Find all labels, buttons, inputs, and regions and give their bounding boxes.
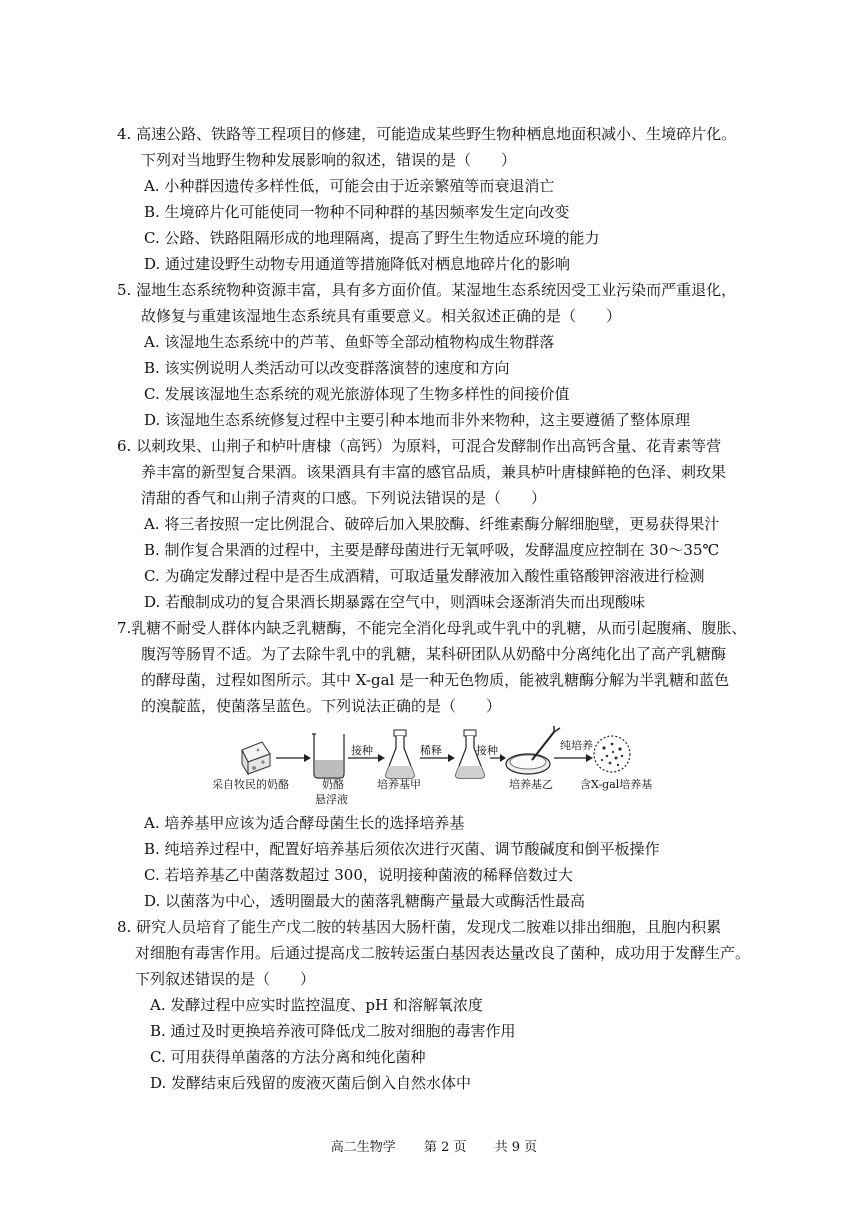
label-inoculate-2: 接种 xyxy=(476,744,498,757)
question-4-option-d: D. 通过建设野生动物专用通道等措施降低对栖息地碎片化的影响 xyxy=(144,255,571,273)
petri-dish-icon xyxy=(506,754,550,774)
footer-total-pages: 共 9 页 xyxy=(494,1140,538,1155)
footer-page-number: 第 2 页 xyxy=(423,1140,467,1155)
question-8-stem-line-1: 8. 研究人员培育了能生产戊二胺的转基因大肠杆菌，发现戊二胺难以排出细胞，且胞内积累 xyxy=(117,918,722,936)
question-4-option-a: A. 小种群因遗传多样性低，可能会由于近亲繁殖等而衰退消亡 xyxy=(144,177,555,195)
question-8-option-d: D. 发酵结束后残留的废液灭菌后倒入自然水体中 xyxy=(150,1074,472,1092)
question-6-option-b: B. 制作复合果酒的过程中，主要是酵母菌进行无氧呼吸，发酵温度应控制在 30～35℃ xyxy=(144,541,720,559)
question-5-option-a: A. 该湿地生态系统中的芦苇、鱼虾等全部动植物构成生物群落 xyxy=(144,333,555,351)
question-7-stem-line-2: 腹泻等肠胃不适。为了去除牛乳中的乳糖，某科研团队从奶酪中分离纯化出了高产乳糖酶 xyxy=(141,645,727,663)
question-8-stem-line-2: 对细胞有毒害作用。后通过提高戊二胺转运蛋白基因表达量改良了菌种，成功用于发酵生产。 xyxy=(135,944,751,962)
label-medium-a: 培养基甲 xyxy=(377,778,421,791)
question-8-option-b: B. 通过及时更换培养液可降低戊二胺对细胞的毒害作用 xyxy=(150,1022,516,1040)
question-6-option-d: D. 若酿制成功的复合果酒长期暴露在空气中，则酒味会逐渐消失而出现酸味 xyxy=(144,593,646,611)
cheese-icon xyxy=(242,742,270,774)
petri-dish-colonies-icon xyxy=(594,736,630,772)
question-5-stem-line-2: 故修复与重建该湿地生态系统具有重要意义。相关叙述正确的是（ ） xyxy=(141,307,622,325)
question-7-stem-line-4: 的溴靛蓝，使菌落呈蓝色。下列说法正确的是（ ） xyxy=(141,697,502,715)
question-7-option-c: C. 若培养基乙中菌落数超过 300，说明接种菌液的稀释倍数过大 xyxy=(144,866,573,884)
label-medium-xgal: 含X-gal培养基 xyxy=(580,778,653,791)
footer-subject: 高二生物学 xyxy=(330,1140,396,1155)
label-dilute: 稀释 xyxy=(420,744,442,757)
question-5-stem-line-1: 5. 湿地生态系统物种资源丰富，具有多方面价值。某湿地生态系统因受工业污染而严重退化， xyxy=(117,281,737,299)
question-6-stem-line-1: 6. 以刺玫果、山荆子和栌叶唐棣（高钙）为原料，可混合发酵制作出高钙含量、花青素等营 xyxy=(117,437,722,455)
beaker-icon xyxy=(312,734,344,778)
label-inoculate-1: 接种 xyxy=(351,744,373,757)
question-7-option-d: D. 以菌落为中心，透明圈最大的菌落乳糖酶产量最大或酶活性最高 xyxy=(144,892,586,910)
label-suspension-2: 悬浮液 xyxy=(315,793,348,806)
flask-icon xyxy=(386,730,414,778)
question-8-stem-line-3: 下列叙述错误的是（ ） xyxy=(135,970,316,988)
label-cheese: 采自牧民的奶酪 xyxy=(212,778,289,791)
spreader-icon xyxy=(532,726,560,760)
arrow-icon xyxy=(276,754,311,762)
label-suspension-1: 奶酪 xyxy=(322,778,344,791)
arrow-icon xyxy=(554,754,593,762)
question-5-option-b: B. 该实例说明人类活动可以改变群落演替的速度和方向 xyxy=(144,359,510,377)
question-7-option-a: A. 培养基甲应该为适合酵母菌生长的选择培养基 xyxy=(144,814,465,832)
question-6-stem-line-2: 养丰富的新型复合果酒。该果酒具有丰富的感官品质，兼具栌叶唐棣鲜艳的色泽、刺玫果 xyxy=(141,463,727,481)
question-4-stem-line-2: 下列对当地野生物种发展影响的叙述，错误的是（ ） xyxy=(141,151,517,169)
label-medium-b: 培养基乙 xyxy=(509,778,553,791)
question-6-option-c: C. 为确定发酵过程中是否生成酒精，可取适量发酵液加入酸性重铬酸钾溶液进行检测 xyxy=(144,567,705,585)
question-8-option-c: C. 可用获得单菌落的方法分离和纯化菌种 xyxy=(150,1048,426,1066)
question-8-option-a: A. 发酵过程中应实时监控温度、pH 和溶解氧浓度 xyxy=(150,996,483,1014)
question-7-option-b: B. 纯培养过程中，配置好培养基后须依次进行灭菌、调节酸碱度和倒平板操作 xyxy=(144,840,660,858)
question-5-option-d: D. 该湿地生态系统修复过程中主要引种本地而非外来物种，这主要遵循了整体原理 xyxy=(144,411,691,429)
question-6-stem-line-3: 清甜的香气和山荆子清爽的口感。下列说法错误的是（ ） xyxy=(141,489,547,507)
question-4-option-c: C. 公路、铁路阻隔形成的地理隔离，提高了野生生物适应环境的能力 xyxy=(144,229,600,247)
question-5-option-c: C. 发展该湿地生态系统的观光旅游体现了生物多样性的间接价值 xyxy=(144,385,570,403)
label-purify: 纯培养 xyxy=(560,739,593,752)
question-4-stem-line-1: 4. 高速公路、铁路等工程项目的修建，可能造成某些野生物种栖息地面积减小、生境碎片化。 xyxy=(117,125,737,143)
question-7-stem-line-3: 的酵母菌，过程如图所示。其中 X-gal 是一种无色物质，能被乳糖酶分解为半乳糖和蓝色 xyxy=(141,671,730,689)
page-footer xyxy=(0,1140,868,1156)
question-7-stem-line-1: 7.乳糖不耐受人群体内缺乏乳糖酶，不能完全消化母乳或牛乳中的乳糖，从而引起腹痛、腹胀、 xyxy=(117,619,747,637)
question-6-option-a: A. 将三者按照一定比例混合、破碎后加入果胶酶、纤维素酶分解细胞壁，更易获得果汁 xyxy=(144,515,720,533)
question-4-option-b: B. 生境碎片化可能使同一物种不同种群的基因频率发生定向改变 xyxy=(144,203,570,221)
